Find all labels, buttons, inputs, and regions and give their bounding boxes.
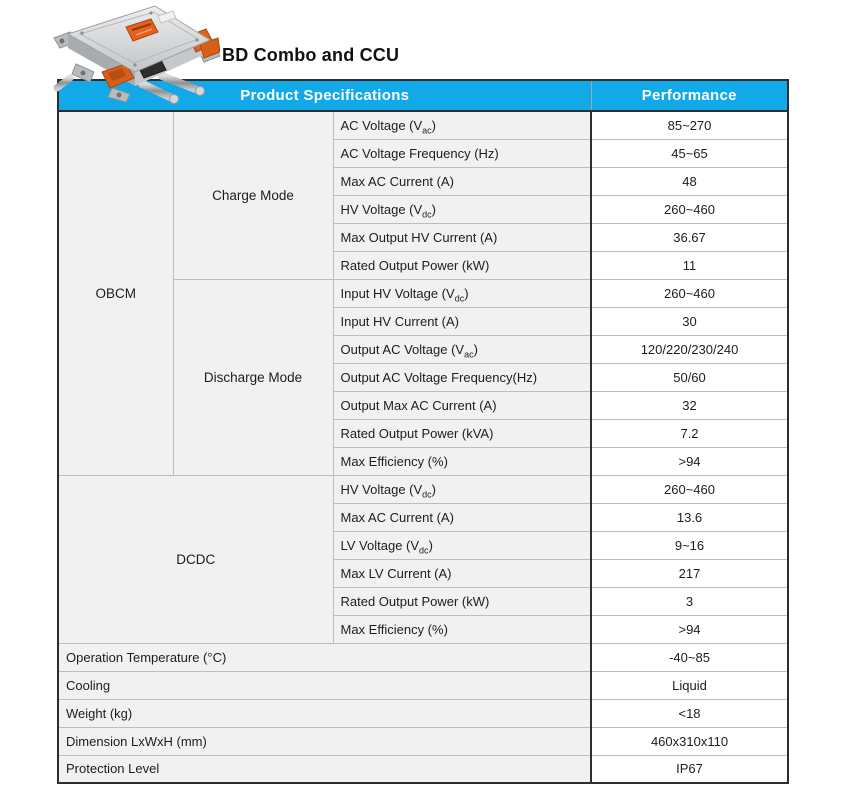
spec-label: LV Voltage $(V_{dc})$ xyxy=(333,531,591,559)
spec-label: Rated Output Power (kW) xyxy=(333,587,591,615)
spec-value: 36.67 xyxy=(591,223,788,251)
footer-value: IP67 xyxy=(591,755,788,783)
spec-label: Output AC Voltage $(V_{ac})$ xyxy=(333,335,591,363)
spec-value: >94 xyxy=(591,447,788,475)
footer-value: Liquid xyxy=(591,671,788,699)
spec-value: 7.2 xyxy=(591,419,788,447)
charger-device-illustration xyxy=(50,0,220,110)
spec-label: Input HV Current (A) xyxy=(333,307,591,335)
footer-value: -40~85 xyxy=(591,643,788,671)
spec-label: Max AC Current (A) xyxy=(333,167,591,195)
spec-label: HV Voltage $(V_{dc})$ xyxy=(333,195,591,223)
spec-label: AC Voltage $(V_{ac})$ xyxy=(333,111,591,139)
spec-value: 85~270 xyxy=(591,111,788,139)
product-photo xyxy=(50,0,220,115)
spec-value: 260~460 xyxy=(591,475,788,503)
spec-value: 50/60 xyxy=(591,363,788,391)
spec-label: Output AC Voltage Frequency(Hz) xyxy=(333,363,591,391)
spec-value: 260~460 xyxy=(591,195,788,223)
footer-row xyxy=(58,671,788,699)
footer-label: Weight (kg) xyxy=(58,699,591,727)
spec-value: 32 xyxy=(591,391,788,419)
spec-label: HV Voltage $(V_{dc})$ xyxy=(333,475,591,503)
spec-value: 11 xyxy=(591,251,788,279)
header-product-specifications: Product Specifications xyxy=(58,80,591,111)
page-title: BD Combo and CCU xyxy=(222,45,400,65)
footer-label: Dimension LxWxH (mm) xyxy=(58,727,591,755)
spec-row xyxy=(58,111,788,139)
footer-value: <18 xyxy=(591,699,788,727)
footer-value: 460x310x110 xyxy=(591,727,788,755)
header-performance: Performance xyxy=(591,80,788,111)
group-cell-obcm: OBCM xyxy=(58,111,173,475)
spec-value: 13.6 xyxy=(591,503,788,531)
spec-label: Max AC Current (A) xyxy=(333,503,591,531)
spec-label: AC Voltage Frequency (Hz) xyxy=(333,139,591,167)
spec-label: Max Output HV Current (A) xyxy=(333,223,591,251)
subgroup-cell-discharge-mode: Discharge Mode xyxy=(173,279,333,475)
spec-value: 9~16 xyxy=(591,531,788,559)
footer-row xyxy=(58,643,788,671)
spec-value: >94 xyxy=(591,615,788,643)
footer-label: Cooling xyxy=(58,671,591,699)
group-cell-dcdc: DCDC xyxy=(58,475,333,643)
spec-value: 45~65 xyxy=(591,139,788,167)
spec-label: Input HV Voltage $(V_{dc})$ xyxy=(333,279,591,307)
footer-row xyxy=(58,727,788,755)
spec-table-container xyxy=(57,79,789,784)
footer-row xyxy=(58,699,788,727)
spec-label: Rated Output Power (kVA) xyxy=(333,419,591,447)
footer-label: Operation Temperature (°C) xyxy=(58,643,591,671)
spec-label: Max Efficiency (%) xyxy=(333,447,591,475)
spec-value: 217 xyxy=(591,559,788,587)
spec-label: Rated Output Power (kW) xyxy=(333,251,591,279)
spec-label: Max LV Current (A) xyxy=(333,559,591,587)
spec-value: 48 xyxy=(591,167,788,195)
spec-table-body xyxy=(58,111,788,783)
spec-label: Max Efficiency (%) xyxy=(333,615,591,643)
spec-table xyxy=(57,79,789,784)
footer-row xyxy=(58,755,788,783)
footer-label: Protection Level xyxy=(58,755,591,783)
spec-value: 120/220/230/240 xyxy=(591,335,788,363)
spec-value: 30 xyxy=(591,307,788,335)
spec-value: 260~460 xyxy=(591,279,788,307)
spec-label: Output Max AC Current (A) xyxy=(333,391,591,419)
subgroup-cell-charge-mode: Charge Mode xyxy=(173,111,333,279)
spec-row xyxy=(58,475,788,503)
spec-value: 3 xyxy=(591,587,788,615)
